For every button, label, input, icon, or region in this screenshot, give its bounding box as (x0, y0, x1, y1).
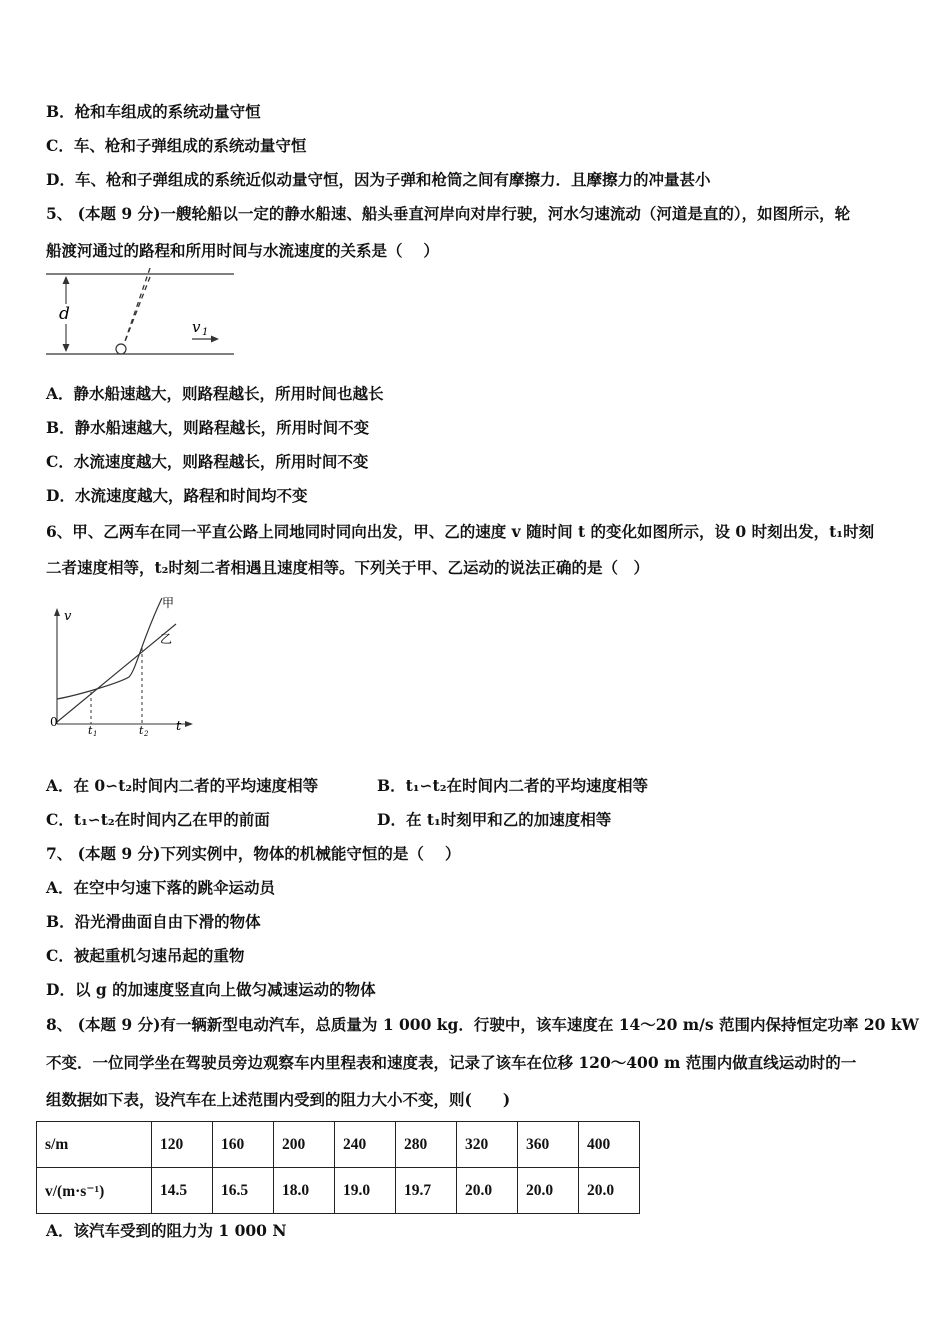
q7-option-b: B．沿光滑曲面自由下滑的物体 (46, 912, 261, 931)
q6-option-a: A．在 0∽t₂时间内二者的平均速度相等 (46, 776, 319, 795)
table-cell: 19.7 (396, 1168, 457, 1214)
q5-option-d: D．水流速度越大，路程和时间均不变 (46, 486, 308, 505)
q5-stem-line1: 5、 (本题 9 分)一艘轮船以一定的静水船速、船头垂直河岸向对岸行驶，河水匀速流动（河道是直的），如图所示，轮 (46, 204, 851, 223)
q6-line-yi (57, 624, 176, 722)
q6-yi-label: 乙 (160, 632, 173, 646)
table-cell: 16.5 (213, 1168, 274, 1214)
q6-option-c: C．t₁∽t₂在时间内乙在甲的前面 (46, 810, 270, 829)
q8-stem-line2: 不变．一位同学坐在驾驶员旁边观察车内里程表和速度表，记录了该车在位移 120～400 m 范围内做直线运动时的一 (46, 1053, 857, 1072)
q6-option-d: D．在 t₁时刻甲和乙的加速度相等 (377, 810, 612, 829)
q5-velocity-label: v (192, 318, 201, 336)
q5-distance-label: d (59, 304, 70, 324)
table-cell: 160 (213, 1122, 274, 1168)
table-cell: 20.0 (518, 1168, 579, 1214)
q4-option-d: D．车、枪和子弹组成的系统近似动量守恒，因为子弹和枪筒之间有摩擦力．且摩擦力的冲量甚小 (46, 170, 711, 189)
table-row (37, 1168, 640, 1214)
table-row (37, 1122, 640, 1168)
table-cell: 280 (396, 1122, 457, 1168)
table-cell: 400 (579, 1122, 640, 1168)
table-cell: 20.0 (579, 1168, 640, 1214)
table-cell: 18.0 (274, 1168, 335, 1214)
q4-option-c: C．车、枪和子弹组成的系统动量守恒 (46, 136, 307, 155)
q5-option-a: A．静水船速越大，则路程越长，所用时间也越长 (46, 384, 384, 403)
table-cell: 240 (335, 1122, 396, 1168)
q8-stem-line1: 8、 (本题 9 分)有一辆新型电动汽车，总质量为 1 000 kg．行驶中，该车速度在 14～20 m/s 范围内保持恒定功率 20 kW (46, 1015, 919, 1034)
q6-v-axis-label: v (64, 609, 72, 624)
q5-option-c: C．水流速度越大，则路程越长，所用时间不变 (46, 452, 369, 471)
q8-option-a: A．该汽车受到的阻力为 1 000 N (46, 1221, 287, 1240)
table-cell: 14.5 (152, 1168, 213, 1214)
table-cell: 360 (518, 1122, 579, 1168)
q4-option-b: B．枪和车组成的系统动量守恒 (46, 102, 261, 121)
table-cell: 320 (457, 1122, 518, 1168)
table-cell: 20.0 (457, 1168, 518, 1214)
q6-stem-line2: 二者速度相等，t₂时刻二者相遇且速度相等。下列关于甲、乙运动的说法正确的是（ ） (46, 558, 649, 577)
q5-velocity-subscript: 1 (202, 327, 209, 338)
q6-t1-sub: 1 (93, 730, 98, 738)
q6-t-axis-label: t (176, 719, 182, 734)
q6-velocity-time-graph (44, 590, 204, 744)
table-header-cell: v/(m·s⁻¹) (37, 1168, 152, 1214)
q7-option-c: C．被起重机匀速吊起的重物 (46, 946, 245, 965)
q5-stem-line2: 船渡河通过的路程和所用时间与水流速度的关系是（ ） (46, 241, 439, 260)
q6-origin-label: 0 (50, 715, 58, 729)
q6-jia-label: 甲 (162, 596, 175, 610)
q5-river-figure (44, 268, 244, 364)
table-header-cell: s/m (37, 1122, 152, 1168)
q8-data-table (36, 1121, 640, 1214)
q7-option-d: D．以 g 的加速度竖直向上做匀减速运动的物体 (46, 980, 376, 999)
table-cell: 19.0 (335, 1168, 396, 1214)
q6-t2-sub: 2 (144, 730, 149, 738)
table-cell: 120 (152, 1122, 213, 1168)
q6-t2-label: t (139, 724, 144, 737)
table-cell: 200 (274, 1122, 335, 1168)
q6-t1-label: t (88, 724, 93, 737)
q5-option-b: B．静水船速越大，则路程越长，所用时间不变 (46, 418, 370, 437)
q7-stem: 7、 (本题 9 分)下列实例中，物体的机械能守恒的是（ ） (46, 844, 461, 863)
q7-option-a: A．在空中匀速下落的跳伞运动员 (46, 878, 276, 897)
q6-stem-line1: 6、甲、乙两车在同一平直公路上同地同时同向出发，甲、乙的速度 v 随时间 t 的变化如图所示，设 0 时刻出发，t₁时刻 (46, 522, 875, 541)
q6-option-b: B．t₁∽t₂在时间内二者的平均速度相等 (377, 776, 648, 795)
q8-stem-line3: 组数据如下表，设汽车在上述范围内受到的阻力大小不变，则( ) (46, 1090, 511, 1109)
